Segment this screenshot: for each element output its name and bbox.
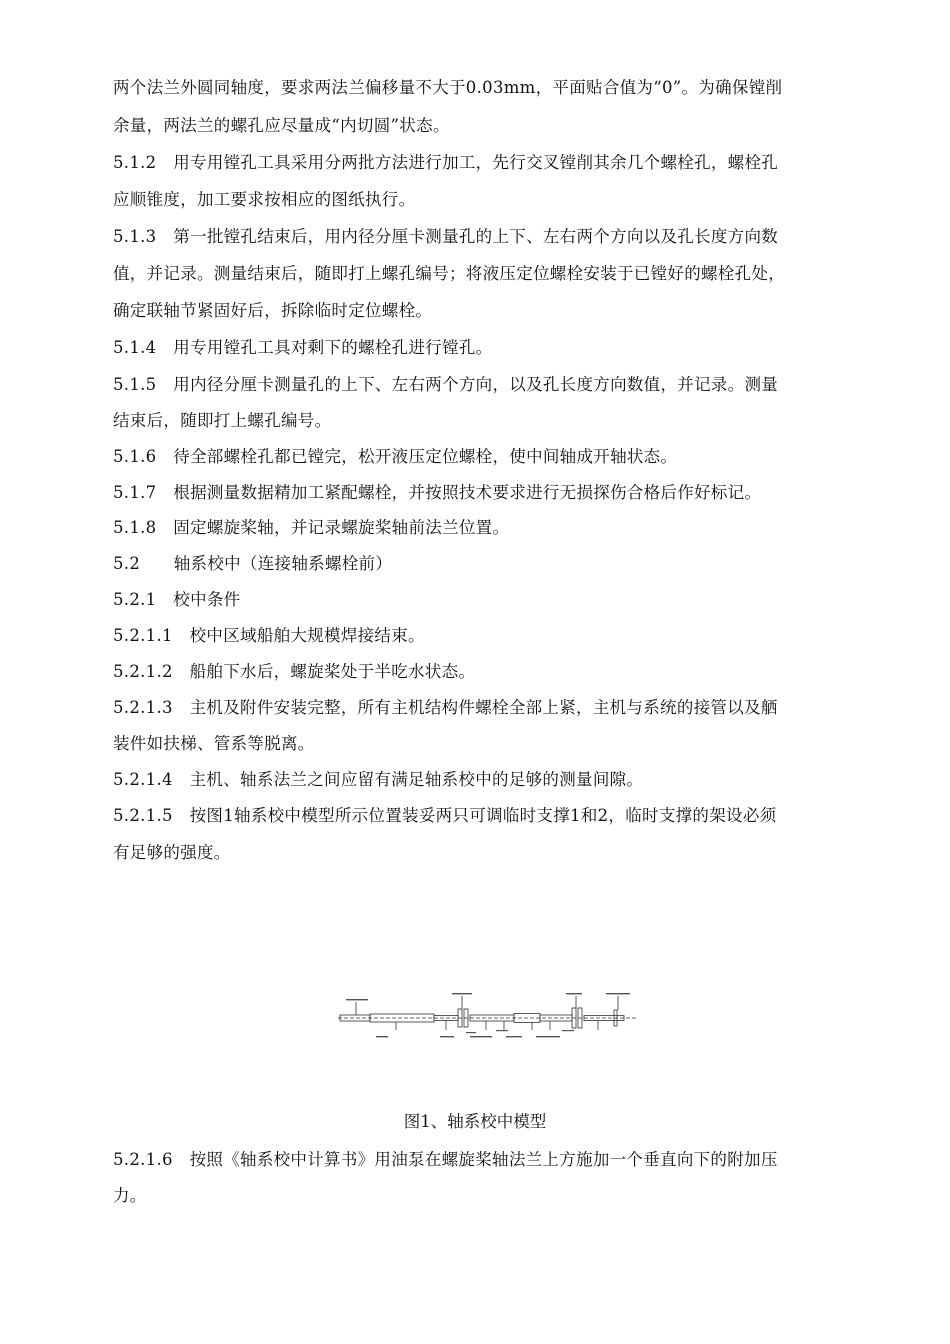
paragraph-line: 5.1.3 第一批镗孔结束后，用内径分厘卡测量孔的上下、左右两个方向以及孔长度方向数 (113, 227, 779, 246)
paragraph-line: 力。 (113, 1186, 147, 1205)
paragraph-line: 应顺锥度，加工要求按相应的图纸执行。 (113, 190, 416, 209)
paragraph-line: 5.2.1.3 主机及附件安装完整，所有主机结构件螺栓全部上紧，主机与系统的接管以及舾 (113, 698, 778, 717)
figure-label-mark (496, 1030, 508, 1031)
figure-label-mark (376, 1036, 388, 1037)
paragraph-line: 两个法兰外圆同轴度，要求两法兰偏移量不大于0.03mm，平面贴合值为“0”。为确保镗削 (113, 78, 783, 97)
paragraph-line: 5.2.1.6 按照《轴系校中计算书》用油泵在螺旋桨轴法兰上方施加一个垂直向下的附加压 (113, 1150, 778, 1169)
paragraph-line: 5.1.5 用内径分厘卡测量孔的上下、左右两个方向，以及孔长度方向数值，并记录。测量 (113, 375, 779, 394)
figure-label-mark (346, 999, 368, 1000)
subsection-heading: 5.2.1 校中条件 (113, 590, 241, 609)
paragraph-line: 装件如扶梯、管系等脱离。 (113, 734, 315, 753)
paragraph-line: 确定联轴节紧固好后，拆除临时定位螺栓。 (113, 301, 433, 320)
figure-label-mark (470, 1036, 492, 1037)
paragraph-line: 余量，两法兰的螺孔应尽量成“内切圆”状态。 (113, 116, 450, 135)
figure-label-mark (606, 993, 630, 994)
shaft-alignment-figure (336, 990, 638, 1042)
figure-label-mark (536, 1036, 560, 1037)
figure-label-mark (452, 993, 472, 994)
paragraph-line: 5.1.7 根据测量数据精加工紧配螺栓，并按照技术要求进行无损探伤合格后作好标记。 (113, 483, 762, 502)
figure-label-mark (506, 1036, 522, 1037)
figure-label-mark (562, 1030, 574, 1031)
figure-caption: 图1、轴系校中模型 (403, 1112, 547, 1131)
figure-label-mark (566, 993, 582, 994)
section-heading: 5.2 轴系校中（连接轴系螺栓前） (113, 554, 393, 573)
paragraph-line: 5.2.1.4 主机、轴系法兰之间应留有满足轴系校中的足够的测量间隙。 (113, 770, 644, 789)
paragraph-line: 有足够的强度。 (113, 843, 231, 862)
figure-label-mark (440, 1036, 454, 1037)
paragraph-line: 5.2.1.2 船舶下水后，螺旋桨处于半吃水状态。 (113, 662, 476, 681)
paragraph-line: 结束后，随即打上螺孔编号。 (113, 411, 332, 430)
paragraph-line: 5.2.1.1 校中区域船舶大规模焊接结束。 (113, 626, 425, 645)
paragraph-line: 5.1.8 固定螺旋桨轴，并记录螺旋桨轴前法兰位置。 (113, 518, 510, 537)
paragraph-line: 5.1.6 待全部螺栓孔都已镗完，松开液压定位螺栓，使中间轴成开轴状态。 (113, 447, 678, 466)
paragraph-line: 值，并记录。测量结束后，随即打上螺孔编号；将液压定位螺栓安装于已镗好的螺栓孔处， (113, 264, 785, 283)
paragraph-line: 5.2.1.5 按图1轴系校中模型所示位置装妥两只可调临时支撑1和2，临时支撑的架设必须 (113, 806, 777, 825)
paragraph-line: 5.1.4 用专用镗孔工具对剩下的螺栓孔进行镗孔。 (113, 338, 493, 357)
figure-label-mark (466, 1032, 476, 1033)
paragraph-line: 5.1.2 用专用镗孔工具采用分两批方法进行加工，先行交叉镗削其余几个螺栓孔，螺栓孔 (113, 153, 779, 172)
